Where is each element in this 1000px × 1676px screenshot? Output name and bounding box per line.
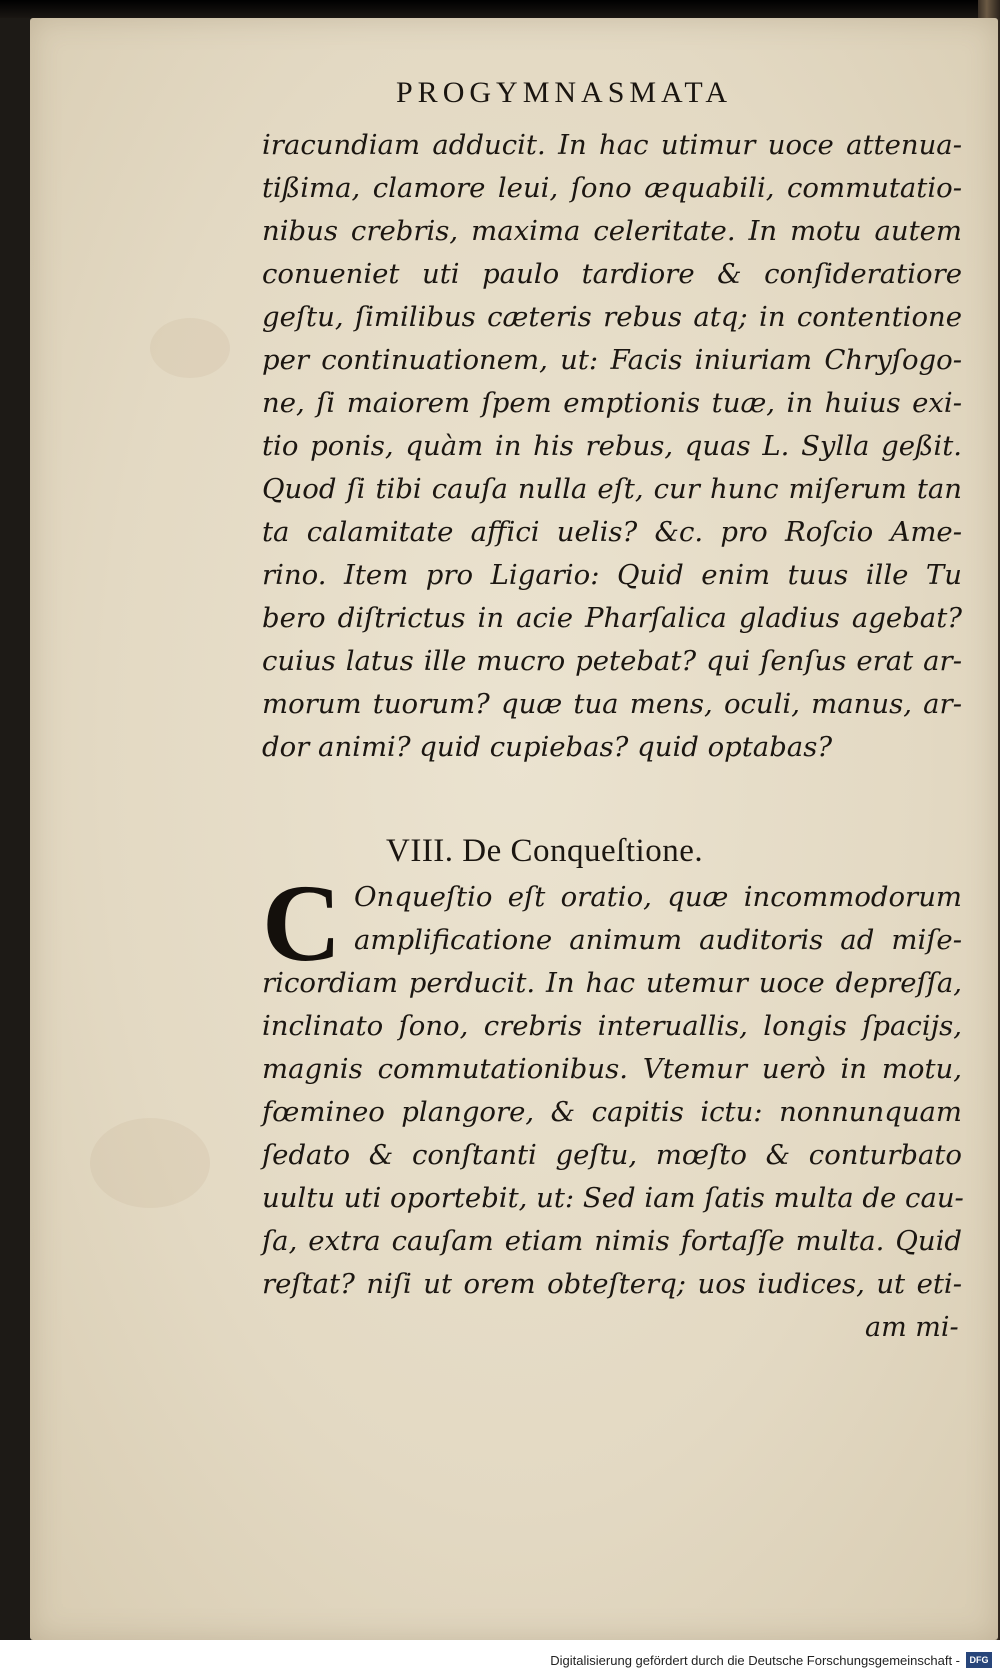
text-line: tio ponis, quàm in his rebus, quas L. Sylla geßit.: [262, 430, 962, 462]
text-line: ſedato & conſtanti geſtu, mœſto & conturbato: [262, 1139, 962, 1171]
text-line: Onqueſtio eſt oratio, quæ incommodorum: [354, 881, 962, 913]
text-line: reſtat? niſi ut orem obteſterq; uos iudices, ut eti-: [262, 1268, 962, 1300]
text-line: ta calamitate affici uelis? &c. pro Roſcio Ame-: [262, 516, 962, 548]
text-line: cuius latus ille mucro petebat? qui ſenſus erat ar-: [262, 645, 962, 677]
text-line: fœmineo plangore, & capitis ictu: nonnunquam: [262, 1096, 962, 1128]
scan-top-edge: [0, 0, 1000, 18]
text-line: morum tuorum? quæ tua mens, oculi, manus, ar-: [262, 688, 962, 720]
text-line: amplificatione animum auditoris ad miſe-: [354, 924, 962, 956]
text-line: ſa, extra cauſam etiam nimis fortaſſe multa. Quid: [262, 1225, 962, 1257]
paper-stain: [90, 1118, 210, 1208]
catchword: am mi-: [865, 1312, 959, 1343]
text-line: dor animi? quid cupiebas? quid optabas?: [262, 731, 833, 763]
text-line: nibus crebris, maxima celeritate. In motu autem: [262, 215, 962, 247]
dfg-logo: DFG: [966, 1652, 992, 1668]
text-line: tißima, clamore leui, ſono æquabili, commutatio-: [262, 172, 962, 204]
text-line: ricordiam perducit. In hac utemur uoce depreſſa,: [262, 967, 962, 999]
text-line: uultu uti oportebit, ut: Sed iam ſatis multa de cau-: [262, 1182, 964, 1214]
text-line: per continuationem, ut: Facis iniuriam Chryſogo-: [262, 344, 962, 376]
text-line: geſtu, ſimilibus cæteris rebus atq; in contentione: [262, 301, 962, 333]
text-line: rino. Item pro Ligario: Quid enim tuus ille Tu: [262, 559, 962, 591]
paper-stain: [150, 318, 230, 378]
text-line: conueniet uti paulo tardiore & conſideratiore: [262, 258, 962, 290]
running-head: PROGYMNASMATA: [396, 76, 732, 109]
book-page: [30, 18, 998, 1640]
paragraph-1: [262, 124, 962, 769]
text-line: ne, ſi maiorem ſpem emptionis tuæ, in huius exi-: [262, 387, 962, 419]
text-line: Quod ſi tibi cauſa nulla eſt, cur hunc miſerum tan: [262, 473, 962, 505]
paragraph-2: [262, 862, 964, 1306]
digitization-footer: [0, 1640, 1000, 1676]
text-line: bero diſtrictus in acie Pharſalica gladius agebat?: [262, 602, 962, 634]
funding-credit: Digitalisierung gefördert durch die Deutsche Forschungsgemeinschaft -: [550, 1653, 960, 1668]
drop-capital: C: [262, 862, 342, 984]
section-heading: VIII. De Conqueſtione.: [386, 833, 704, 869]
text-line: iracundiam adducit. In hac utimur uoce attenua-: [262, 129, 962, 161]
text-line: magnis commutationibus. Vtemur uerò in motu,: [262, 1053, 962, 1085]
text-line: inclinato ſono, crebris interuallis, longis ſpacijs,: [262, 1010, 962, 1042]
